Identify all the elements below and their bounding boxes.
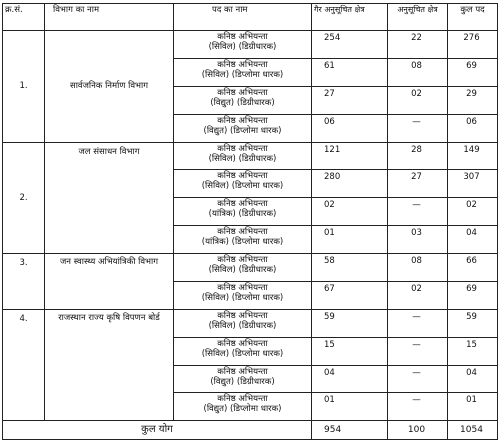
group-dept: जन स्वास्थ्य अभियांत्रिकी विभाग [45, 254, 174, 310]
header-post: पद का नाम [174, 4, 312, 31]
total-cell: 01 [448, 393, 498, 421]
total-cell: 69 [448, 58, 498, 86]
group-dept: जल संसाधन विभाग [45, 142, 174, 254]
scheduled-cell: — [388, 198, 448, 226]
scheduled-cell: — [388, 309, 448, 337]
post-cell: कनिष्ठ अभियन्ता (यांत्रिक) (डिप्लोमा धारक) [174, 226, 312, 254]
scheduled-cell: 22 [388, 31, 448, 59]
group-sn: 2. [3, 142, 45, 254]
post-cell: कनिष्ठ अभियन्ता (विद्युत) (डिप्लोमा धारक) [174, 393, 312, 421]
general-cell: 58 [312, 254, 388, 282]
general-cell: 02 [312, 198, 388, 226]
post-cell: कनिष्ठ अभियन्ता (सिविल) (डिग्रीधारक) [174, 142, 312, 170]
general-cell: 280 [312, 170, 388, 198]
group-dept: सार्वजनिक निर्माण विभाग [45, 31, 174, 143]
total-cell: 66 [448, 254, 498, 282]
scheduled-cell: — [388, 114, 448, 142]
scheduled-cell: 08 [388, 58, 448, 86]
scheduled-cell: 02 [388, 86, 448, 114]
total-cell: 69 [448, 281, 498, 309]
scheduled-cell: 02 [388, 281, 448, 309]
header-dept: विभाग का नाम [45, 4, 174, 31]
post-cell: कनिष्ठ अभियन्ता (सिविल) (डिग्रीधारक) [174, 254, 312, 282]
header-sn: क्र.सं. [3, 4, 45, 31]
group-sn: 4. [3, 309, 45, 421]
header-general: गैर अनुसूचित क्षेत्र [312, 4, 388, 31]
post-cell: कनिष्ठ अभियन्ता (सिविल) (डिप्लोमा धारक) [174, 58, 312, 86]
general-cell: 04 [312, 365, 388, 393]
total-cell: 04 [448, 365, 498, 393]
general-cell: 15 [312, 337, 388, 365]
header-row [3, 4, 498, 31]
grand-total-label: कुल योग [3, 421, 312, 440]
total-cell: 04 [448, 226, 498, 254]
post-cell: कनिष्ठ अभियन्ता (यांत्रिक) (डिग्रीधारक) [174, 198, 312, 226]
post-cell: कनिष्ठ अभियन्ता (सिविल) (डिप्लोमा धारक) [174, 170, 312, 198]
posts-table [2, 3, 498, 440]
post-cell: कनिष्ठ अभियन्ता (सिविल) (डिग्रीधारक) [174, 31, 312, 59]
header-total: कुल पद [448, 4, 498, 31]
group-sn: 3. [3, 254, 45, 310]
general-cell: 61 [312, 58, 388, 86]
grand-total-scheduled: 100 [388, 421, 448, 440]
general-cell: 27 [312, 86, 388, 114]
grand-total-total: 1054 [448, 421, 498, 440]
table-row [3, 31, 498, 59]
table-row [3, 309, 498, 337]
general-cell: 06 [312, 114, 388, 142]
scheduled-cell: — [388, 337, 448, 365]
total-cell: 29 [448, 86, 498, 114]
scheduled-cell: 28 [388, 142, 448, 170]
post-cell: कनिष्ठ अभियन्ता (विद्युत) (डिग्रीधारक) [174, 86, 312, 114]
total-cell: 15 [448, 337, 498, 365]
general-cell: 67 [312, 281, 388, 309]
table-row [3, 254, 498, 282]
group-sn: 1. [3, 31, 45, 143]
total-cell: 02 [448, 198, 498, 226]
post-cell: कनिष्ठ अभियन्ता (सिविल) (डिप्लोमा धारक) [174, 281, 312, 309]
grand-total-row [3, 421, 498, 440]
general-cell: 254 [312, 31, 388, 59]
grand-total-general: 954 [312, 421, 388, 440]
general-cell: 01 [312, 226, 388, 254]
scheduled-cell: — [388, 393, 448, 421]
header-scheduled: अनुसूचित क्षेत्र [388, 4, 448, 31]
general-cell: 121 [312, 142, 388, 170]
post-cell: कनिष्ठ अभियन्ता (सिविल) (डिग्रीधारक) [174, 309, 312, 337]
total-cell: 59 [448, 309, 498, 337]
post-cell: कनिष्ठ अभियन्ता (विद्युत) (डिप्लोमा धारक) [174, 114, 312, 142]
total-cell: 276 [448, 31, 498, 59]
general-cell: 01 [312, 393, 388, 421]
scheduled-cell: — [388, 365, 448, 393]
scheduled-cell: 03 [388, 226, 448, 254]
scheduled-cell: 27 [388, 170, 448, 198]
post-cell: कनिष्ठ अभियन्ता (सिविल) (डिप्लोमा धारक) [174, 337, 312, 365]
total-cell: 149 [448, 142, 498, 170]
general-cell: 59 [312, 309, 388, 337]
table-row [3, 142, 498, 170]
group-dept: राजस्थान राज्य कृषि विपणन बोर्ड [45, 309, 174, 421]
total-cell: 06 [448, 114, 498, 142]
scheduled-cell: 08 [388, 254, 448, 282]
post-cell: कनिष्ठ अभियन्ता (विद्युत) (डिग्रीधारक) [174, 365, 312, 393]
total-cell: 307 [448, 170, 498, 198]
